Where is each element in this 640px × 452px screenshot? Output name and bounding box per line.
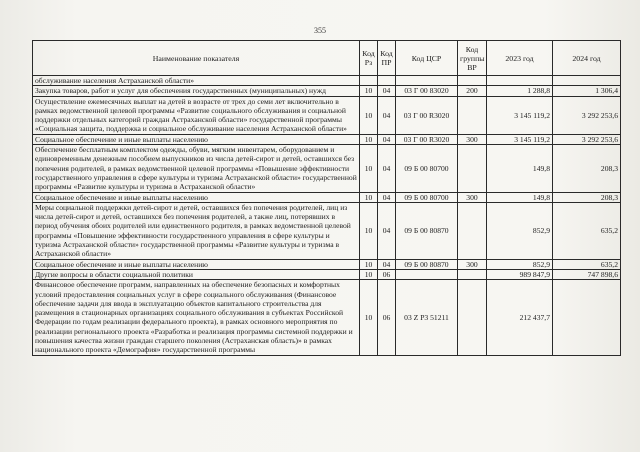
cell-year-2024: 208,3 bbox=[553, 145, 621, 192]
cell-year-2024: 3 292 253,6 bbox=[553, 96, 621, 134]
cell-vr: 300 bbox=[458, 134, 487, 144]
cell-pr: 06 bbox=[378, 280, 396, 355]
header-vr: Код группы ВР bbox=[458, 41, 487, 76]
cell-vr bbox=[458, 76, 487, 86]
budget-table bbox=[32, 40, 621, 356]
cell-year-2024: 1 306,4 bbox=[553, 86, 621, 96]
cell-rz: 10 bbox=[360, 259, 378, 269]
cell-rz bbox=[360, 76, 378, 86]
cell-name: Социальное обеспечение и иные выплаты населению bbox=[33, 259, 360, 269]
cell-csr: 09 Б 00 80870 bbox=[396, 202, 458, 259]
cell-year-2024: 208,3 bbox=[553, 192, 621, 202]
cell-vr bbox=[458, 202, 487, 259]
cell-year-2023: 3 145 119,2 bbox=[487, 134, 553, 144]
cell-vr bbox=[458, 269, 487, 279]
table-row bbox=[33, 192, 621, 202]
cell-pr: 04 bbox=[378, 96, 396, 134]
cell-name: Обеспечение бесплатным комплектом одежды, обуви, мягким инвентарем, оборудованием и единовременным денежным пособием выпускников из числа детей-сирот и детей, оставшихся без попечения родителей, в рамках ведомственной целевой программы «Повышение эффективности государственного управления в сфере культуры и туризма Астраханской области» государственной программы «Развитие культуры и туризма в Астраханской области» bbox=[33, 145, 360, 192]
cell-year-2023: 3 145 119,2 bbox=[487, 96, 553, 134]
cell-csr: 09 Б 00 80870 bbox=[396, 259, 458, 269]
cell-csr: 03 Г 00 83020 bbox=[396, 86, 458, 96]
cell-pr bbox=[378, 76, 396, 86]
table-row bbox=[33, 96, 621, 134]
cell-year-2023: 989 847,9 bbox=[487, 269, 553, 279]
cell-year-2024: 635,2 bbox=[553, 202, 621, 259]
table-row bbox=[33, 86, 621, 96]
header-pr: Код ПР bbox=[378, 41, 396, 76]
cell-year-2024: 747 898,6 bbox=[553, 269, 621, 279]
cell-name: Осуществление ежемесячных выплат на детей в возрасте от трех до семи лет включительно в рамках ведомственной целевой программы «Развитие социального обслуживания и социальной поддержки отдельных категорий граждан Астраханской области» государственной программы «Социальная защита, поддержка и социальное обслуживание населения Астраханской области» bbox=[33, 96, 360, 134]
cell-year-2023: 212 437,7 bbox=[487, 280, 553, 355]
table-row bbox=[33, 145, 621, 192]
cell-vr: 200 bbox=[458, 86, 487, 96]
cell-csr: 03 Z P3 51211 bbox=[396, 280, 458, 355]
cell-csr bbox=[396, 76, 458, 86]
cell-csr: 03 Г 00 R3020 bbox=[396, 134, 458, 144]
header-year-2024: 2024 год bbox=[553, 41, 621, 76]
cell-pr: 04 bbox=[378, 145, 396, 192]
cell-csr: 03 Г 00 R3020 bbox=[396, 96, 458, 134]
cell-rz: 10 bbox=[360, 192, 378, 202]
cell-csr bbox=[396, 269, 458, 279]
table-row bbox=[33, 280, 621, 355]
cell-year-2024 bbox=[553, 280, 621, 355]
cell-year-2023: 852,9 bbox=[487, 202, 553, 259]
cell-pr: 04 bbox=[378, 192, 396, 202]
cell-name: Социальное обеспечение и иные выплаты населению bbox=[33, 134, 360, 144]
cell-pr: 04 bbox=[378, 134, 396, 144]
table-row bbox=[33, 269, 621, 279]
cell-year-2024 bbox=[553, 76, 621, 86]
cell-pr: 04 bbox=[378, 259, 396, 269]
cell-vr: 300 bbox=[458, 192, 487, 202]
cell-pr: 06 bbox=[378, 269, 396, 279]
cell-rz: 10 bbox=[360, 96, 378, 134]
cell-rz: 10 bbox=[360, 269, 378, 279]
cell-rz: 10 bbox=[360, 145, 378, 192]
table-row bbox=[33, 134, 621, 144]
table-row bbox=[33, 76, 621, 86]
header-year-2023: 2023 год bbox=[487, 41, 553, 76]
page-number: 355 bbox=[314, 26, 326, 35]
cell-year-2023 bbox=[487, 76, 553, 86]
cell-vr bbox=[458, 96, 487, 134]
cell-year-2023: 1 288,8 bbox=[487, 86, 553, 96]
cell-rz: 10 bbox=[360, 134, 378, 144]
cell-pr: 04 bbox=[378, 86, 396, 96]
cell-name: Финансовое обеспечение программ, направленных на обеспечение безопасных и комфортных условий предоставления социальных услуг в сфере социального обслуживания (Финансовое обеспечение задачи для ввода в эксплуатацию объектов капитального строительства для размещения в стационарных организациях социального обслуживания в субъектах Российской Федерации по годам реализации федерального проекта), в рамках основного мероприятия по реализации регионального проекта «Разработка и реализация программы системной поддержки и повышения качества жизни граждан старшего поколения (Астраханская область)» в рамках национального проекта «Демография» государственной программы bbox=[33, 280, 360, 355]
cell-vr bbox=[458, 145, 487, 192]
cell-csr: 09 Б 00 80700 bbox=[396, 145, 458, 192]
cell-rz: 10 bbox=[360, 202, 378, 259]
header-name: Наименование показателя bbox=[33, 41, 360, 76]
cell-name: Закупка товаров, работ и услуг для обеспечения государственных (муниципальных) нужд bbox=[33, 86, 360, 96]
cell-year-2024: 3 292 253,6 bbox=[553, 134, 621, 144]
cell-rz: 10 bbox=[360, 86, 378, 96]
table-header-row bbox=[33, 41, 621, 76]
cell-year-2023: 149,8 bbox=[487, 192, 553, 202]
cell-vr: 300 bbox=[458, 259, 487, 269]
cell-year-2023: 149,8 bbox=[487, 145, 553, 192]
cell-name: Социальное обеспечение и иные выплаты населению bbox=[33, 192, 360, 202]
cell-name: Меры социальной поддержки детей-сирот и детей, оставшихся без попечения родителей, лиц из числа детей-сирот и детей, оставшихся без попечения родителей, а также лиц, потерявших в период обучения обоих родителей или единственного родителя, в рамках ведомственной целевой программы «Повышение эффективности государственного управления в сфере культуры и туризма Астраханской области» государственной программы «Развитие культуры и туризма в Астраханской области» bbox=[33, 202, 360, 259]
cell-name: Другие вопросы в области социальной политики bbox=[33, 269, 360, 279]
cell-name: обслуживание населения Астраханской области» bbox=[33, 76, 360, 86]
cell-pr: 04 bbox=[378, 202, 396, 259]
cell-rz: 10 bbox=[360, 280, 378, 355]
cell-year-2024: 635,2 bbox=[553, 259, 621, 269]
header-rz: Код Рз bbox=[360, 41, 378, 76]
cell-vr bbox=[458, 280, 487, 355]
header-csr: Код ЦСР bbox=[396, 41, 458, 76]
table-row bbox=[33, 259, 621, 269]
table-row bbox=[33, 202, 621, 259]
cell-csr: 09 Б 00 80700 bbox=[396, 192, 458, 202]
cell-year-2023: 852,9 bbox=[487, 259, 553, 269]
